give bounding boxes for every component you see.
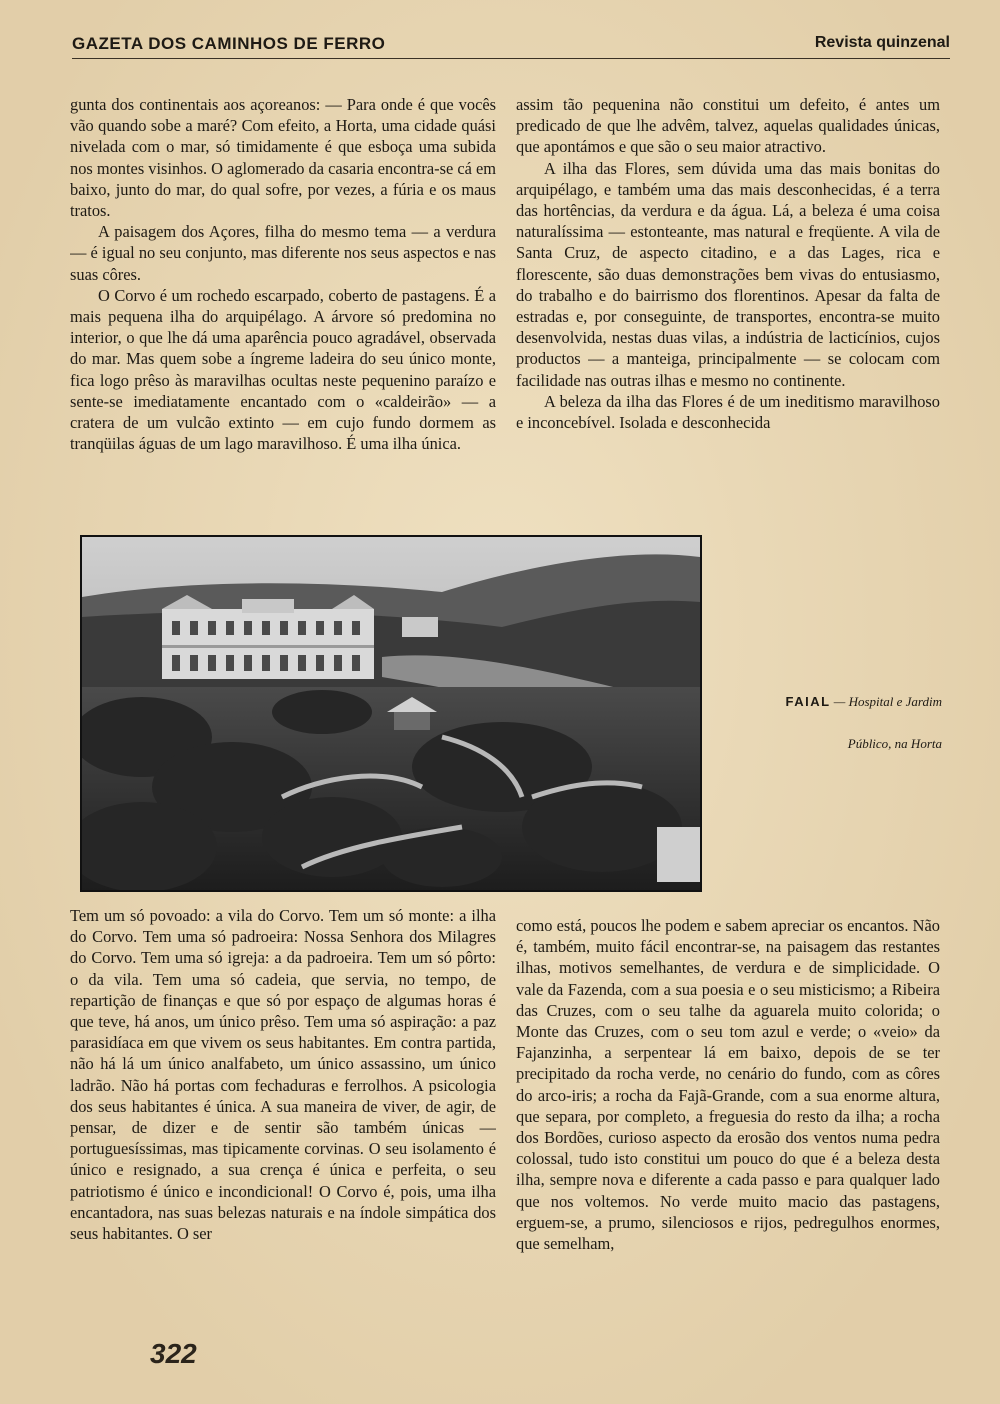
column-bottom-right: [516, 915, 940, 1310]
photo-illustration: [82, 537, 700, 890]
photo-caption: [722, 678, 942, 768]
column-top-left: [70, 94, 496, 514]
paragraph: A beleza da ilha das Flores é de um ineditismo maravilhoso e inconcebível. Isolada e desconhecida: [516, 391, 940, 433]
paragraph: A ilha das Flores, sem dúvida uma das mais bonitas do arquipélago, e também uma das mais desconhecidas, é a terra das hortências, da verdura e da água. Lá, a beleza é uma coisa naturalíssima — estonteante, mas natural e freqüente. A vila de Santa Cruz, de aspecto citadino, e a das Lages, rica e florescente, são duas demonstrações bem vivas do entusiasmo, do trabalho e do bairrismo dos florentinos. Apesar da falta de estradas e, por conseguinte, de transportes, encontra-se muito desenvolvida, nestas duas vilas, a indústria de lacticínios, cujos productos — a manteiga, principalmente — se colocam com facilidade nas outras ilhas e mesmo no continente.: [516, 158, 940, 390]
paragraph: O Corvo é um rochedo escarpado, coberto de pastagens. É a mais pequena ilha do arquipélago. A árvore só predomina no interior, o que lhe dá uma aparência pouco agradável, observada do mar. Mas quem sobe a íngreme ladeira do seu único monte, fica logo prêso às maravilhas ocultas neste pequenino paraízo e sente-se imediatamente encantado com o «caldeirão» — a cratera de um vulcão extinto — em cujo fundo dormem as tranqüilas águas de um lago maravilhoso. É uma ilha única.: [70, 285, 496, 454]
column-bottom-left: [70, 905, 496, 1305]
publication-subtitle: Revista quinzenal: [814, 34, 950, 51]
caption-place: FAIAL: [785, 694, 831, 709]
page-header: [72, 34, 950, 59]
paragraph: A paisagem dos Açores, filha do mesmo tema — a verdura — é igual no seu conjunto, mas diferente nos seus aspectos e nas suas côres.: [70, 222, 496, 284]
paragraph: gunta dos continentais aos açoreanos: — Para onde é que vocês vão quando sobe a maré? Com efeito, a Horta, uma cidade quási nivelada com o mar, só timidamente é que esboça uma subida nos montes visinhos. O aglomerado da casaria encontra-se cá em baixo, junto do mar, do qual sofre, por vezes, a fúria e os maus tratos.: [70, 95, 496, 221]
hospital-building: [162, 595, 374, 679]
caption-line-2: Público, na Horta: [847, 736, 942, 751]
publication-title: GAZETA DOS CAMINHOS DE FERRO: [72, 34, 386, 53]
photograph-hospital-garden: [80, 535, 702, 892]
column-top-right: [516, 94, 940, 514]
caption-line-1: — Hospital e Jardim: [833, 694, 942, 709]
paragraph: como está, poucos lhe podem e sabem apreciar os encantos. Não é, também, muito fácil encontrar-se, na paisagem das restantes ilhas, motivos semelhantes, de verdura e de simplicidade. O vale da Fazenda, com a sua poesia e o seu misticismo; a Ribeira das Cruzes, com o seu talhe da aguarela muito colorida; o Monte das Cruzes, com o seu tom azul e verde; o «veio» da Fajanzinha, a serpentear lá em baixo, depois de se ter precipitado da rocha verde, no cenário do fundo, com as côres do arco-iris; a rocha da Fajã-Grande, com a sua enorme altura, que separa, por completo, a freguesia do resto da ilha; a rocha dos Bordões, curioso aspecto da erosão dos ventos numa pedra colossal, tudo isto constitui um pouco do que é a beleza desta ilha, sempre nova e diferente a cada passo e para qualquer lado que nos voltemos. No verde muito macio das pastagens, erguem-se, a prumo, silenciosos e rijos, pedregulhos enormes, que semelham,: [516, 916, 940, 1254]
paragraph: assim tão pequenina não constitui um defeito, é antes um predicado de que lhe advêm, talvez, aquelas qualidades únicas, que apontámos e que são o seu maior atractivo.: [516, 95, 940, 157]
paragraph: Tem um só povoado: a vila do Corvo. Tem um só monte: a ilha do Corvo. Tem uma só padroeira: Nossa Senhora dos Milagres do Corvo. Tem uma só igreja: a da padroeira. Tem um só pôrto: o da vila. Tem uma só cadeia, que servia, no tempo, de repartição de finanças e que só por espaço de algumas horas é que teve, há anos, um único prêso. Tem uma só aspiração: a paz parasidíaca em que vivem os seus habitantes. Em contra partida, não há lá um único analfabeto, um único assassino, um único ladrão. Não há portas com fechaduras e ferrolhos. A psicologia dos seus habitantes é única. A sua maneira de viver, de agir, de pensar, de dizer e de sentir são também únicas — portuguesíssimas, mas tipicamente corvinas. O seu isolamento é único e resignado, a sua crença é única e perfeita, o seu patriotismo é único e incondicional! O Corvo é, pois, uma ilha encantadora, nas suas belezas naturais e na índole simpática dos seus habitantes. O ser: [70, 906, 496, 1244]
page-number: 322: [150, 1338, 197, 1369]
